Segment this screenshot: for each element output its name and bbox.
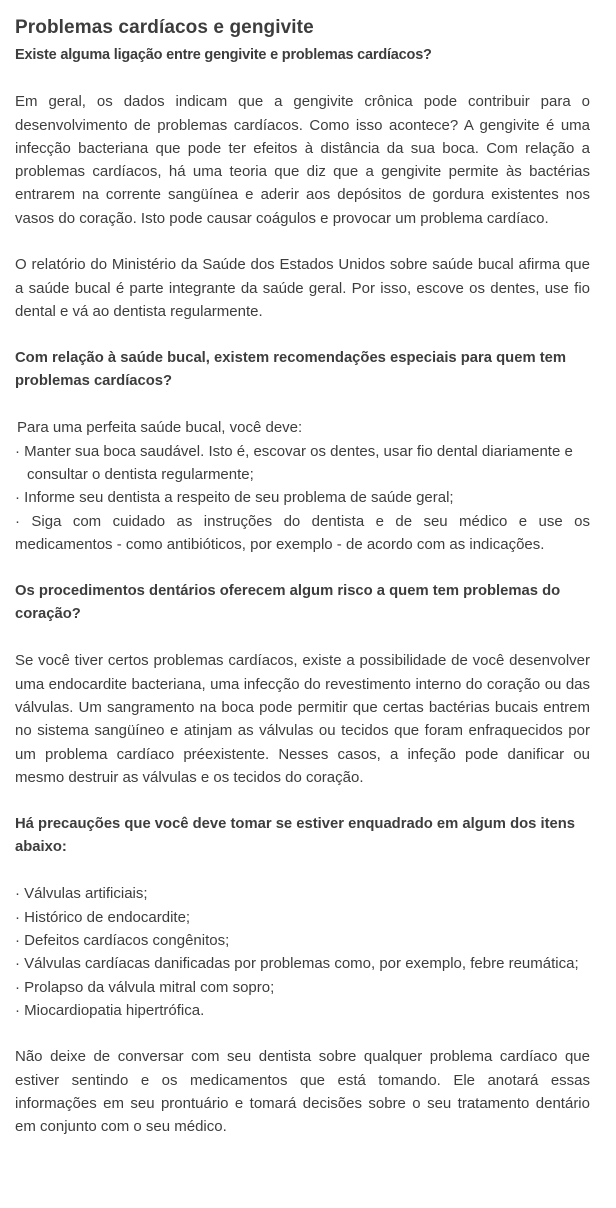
- list-item: · Informe seu dentista a respeito de seu problema de saúde geral;: [15, 489, 454, 507]
- recommendations-list: [15, 440, 590, 556]
- list-item: · Válvulas artificiais;: [15, 885, 148, 903]
- list-item: · Miocardiopatia hipertrófica.: [15, 1001, 205, 1019]
- paragraph-gingivitis-heart: Em geral, os dados indicam que a gengivite crônica pode contribuir para o desenvolvimento de problemas cardíacos. Como isso acontece? A gengivite é uma infecção bacteriana que pode ter efeitos à distância da sua boca. Com relação a problemas cardíacos, há uma teoria que diz que a gengivite permite às bactérias entrarem na corrente sangüínea e aderir aos depósitos de gordura existentes nos vasos do coração. Isto pode causar coágulos e provocar um problema cardíaco.: [15, 93, 590, 227]
- paragraph-talk-to-dentist: Não deixe de conversar com seu dentista sobre qualquer problema cardíaco que estiver sentindo e os medicamentos que está tomando. Ele anotará essas informações em seu prontuário e tomará decisões sobre o seu tratamento dentário em conjunto com o seu médico.: [15, 1048, 590, 1136]
- conditions-list: [15, 882, 590, 1022]
- page-title: Problemas cardíacos e gengivite: [15, 17, 314, 38]
- page-subtitle: Existe alguma ligação entre gengivite e problemas cardíacos?: [15, 47, 432, 63]
- list-item: · Manter sua boca saudável. Isto é, escovar os dentes, usar fio dental diariamente e consultar o dentista regularmente;: [15, 442, 573, 484]
- question-recommendations: Com relação à saúde bucal, existem recomendações especiais para quem tem problemas cardíacos?: [15, 349, 567, 389]
- question-dental-risk: Os procedimentos dentários oferecem algum risco a quem tem problemas do coração?: [15, 582, 561, 622]
- question-precautions: Há precauções que você deve tomar se estiver enquadrado em algum dos itens abaixo:: [15, 815, 576, 855]
- list-item: · Siga com cuidado as instruções do dentista e de seu médico e use os medicamentos - como antibióticos, por exemplo - de acordo com as indicações.: [15, 512, 590, 553]
- recommendations-intro: Para uma perfeita saúde bucal, você deve:: [17, 419, 303, 437]
- list-item: · Defeitos cardíacos congênitos;: [15, 931, 230, 949]
- paragraph-ministry-report: O relatório do Ministério da Saúde dos Estados Unidos sobre saúde bucal afirma que a saúde bucal é parte integrante da saúde geral. Por isso, escove os dentes, use fio dental e vá ao dentista regularmente.: [15, 256, 590, 320]
- list-item: · Histórico de endocardite;: [15, 908, 191, 926]
- paragraph-endocarditis: Se você tiver certos problemas cardíacos, existe a possibilidade de você desenvolver uma endocardite bacteriana, uma infecção do revestimento interno do coração ou das válvulas. Um sangramento na boca pode permitir que certas bactérias bucais entrem no sistema sangüíneo e atinjam as válvulas ou tecidos que foram enfraquecidos por um problema cardíaco préexistente. Nesses casos, a infeção pode danificar ou mesmo destruir as válvulas e os tecidos do coração.: [15, 652, 590, 786]
- list-item: · Prolapso da válvula mitral com sopro;: [15, 978, 275, 996]
- list-item: · Válvulas cardíacas danificadas por problemas como, por exemplo, febre reumática;: [15, 955, 579, 973]
